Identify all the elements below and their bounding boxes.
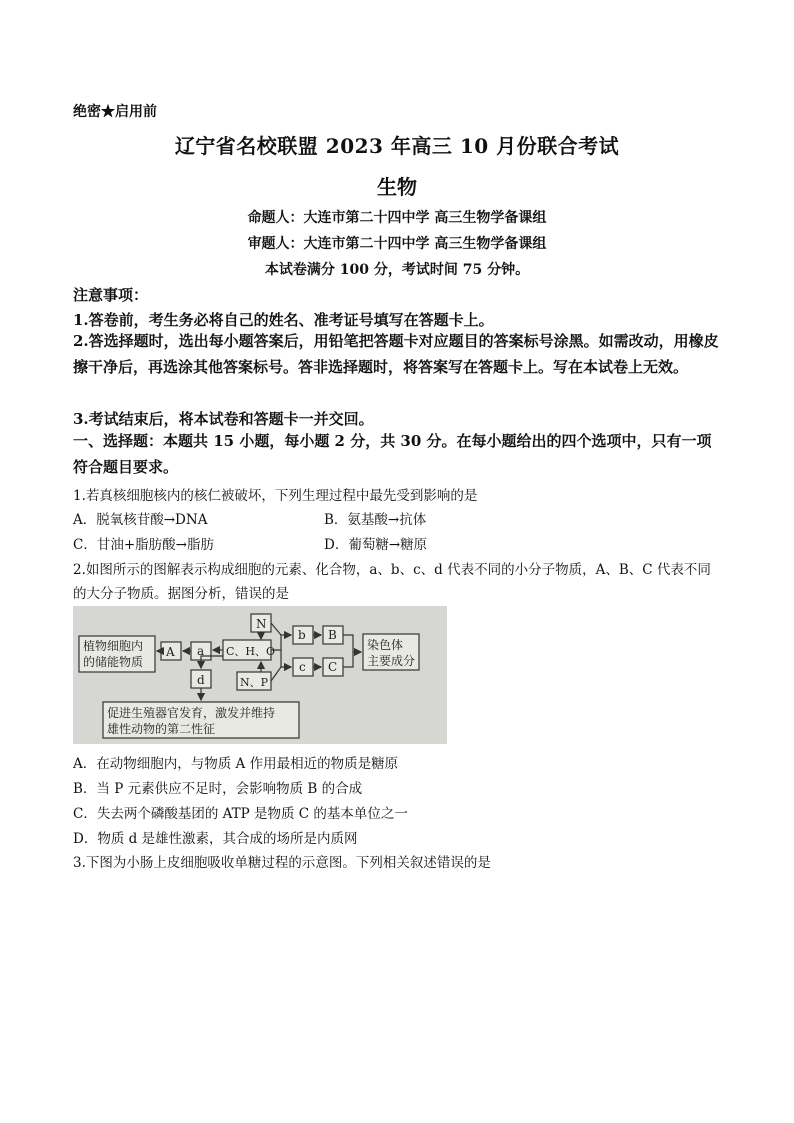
q2-stem-line-1: 2.如图所示的图解表示构成细胞的元素、化合物，a、b、c、d 代表不同的小分子物质，A、B、C 代表不同 bbox=[73, 562, 711, 578]
q3-stem: 3.下图为小肠上皮细胞吸收单糖过程的示意图。下列相关叙述错误的是 bbox=[73, 855, 491, 871]
confidential-label: 绝密★启用前 bbox=[73, 104, 157, 120]
q2-diagram bbox=[73, 606, 447, 744]
exam-info: 本试卷满分 100 分，考试时间 75 分钟。 bbox=[264, 262, 530, 278]
label-B: B bbox=[328, 628, 337, 642]
author-line: 命题人：大连市第二十四中学 高三生物学备课组 bbox=[247, 210, 547, 226]
notice-item-3: 3.考试结束后，将本试卷和答题卡一并交回。 bbox=[73, 410, 374, 428]
label-A: A bbox=[166, 645, 175, 659]
notice-item-1: 1.答卷前，考生务必将自己的姓名、准考证号填写在答题卡上。 bbox=[73, 311, 494, 329]
q1-option-a: A．脱氧核苷酸→DNA bbox=[73, 512, 208, 528]
subject-title: 生物 bbox=[377, 175, 417, 199]
reviewer-line: 审题人：大连市第二十四中学 高三生物学备课组 bbox=[247, 236, 547, 252]
label-CHO: C、H、O bbox=[226, 645, 276, 658]
q1-option-c: C．甘油+脂肪酸→脂肪 bbox=[73, 537, 214, 553]
label-a: a bbox=[197, 644, 205, 658]
label-c: c bbox=[299, 660, 306, 674]
storage-label-2: 的储能物质 bbox=[83, 655, 144, 669]
storage-label-1: 植物细胞内 bbox=[83, 639, 144, 653]
notice-heading: 注意事项： bbox=[73, 286, 149, 304]
q2-stem-line-2: 的大分子物质。据图分析，错误的是 bbox=[73, 586, 289, 602]
function-label-1: 促进生殖器官发育，激发并维持 bbox=[107, 706, 276, 720]
exam-title: 辽宁省名校联盟 2023 年高三 10 月份联合考试 bbox=[174, 134, 620, 158]
label-C: C bbox=[328, 660, 338, 674]
label-NP: N、P bbox=[240, 676, 269, 689]
q1-stem: 1.若真核细胞核内的核仁被破坏，下列生理过程中最先受到影响的是 bbox=[73, 488, 478, 504]
label-d: d bbox=[197, 673, 205, 687]
function-label-2: 雄性动物的第二性征 bbox=[107, 722, 216, 736]
q1-option-b: B．氨基酸→抗体 bbox=[324, 512, 427, 528]
chromosome-label-1: 染色体 bbox=[367, 638, 404, 652]
section-1-heading: 一、选择题：本题共 15 小题，每小题 2 分，共 30 分。在每小题给出的四个选项中，只有一项符合题目要求。 bbox=[73, 432, 712, 476]
q2-option-a: A．在动物细胞内，与物质 A 作用最相近的物质是糖原 bbox=[73, 756, 399, 772]
q2-option-d: D．物质 d 是雄性激素，其合成的场所是内质网 bbox=[73, 831, 358, 847]
notice-item-2: 2.答选择题时，选出每小题答案后，用铅笔把答题卡对应题目的答案标号涂黑。如需改动，用橡皮擦干净后，再选涂其他答案标号。答非选择题时，将答案写在答题卡上。写在本试卷上无效。 bbox=[73, 332, 719, 376]
q2-option-b: B．当 P 元素供应不足时，会影响物质 B 的合成 bbox=[73, 781, 363, 797]
label-b: b bbox=[298, 628, 306, 642]
chromosome-label-2: 主要成分 bbox=[367, 654, 416, 668]
q2-option-c: C．失去两个磷酸基团的 ATP 是物质 C 的基本单位之一 bbox=[73, 806, 408, 822]
q1-option-d: D．葡萄糖→糖原 bbox=[324, 537, 428, 553]
label-N: N bbox=[256, 617, 267, 631]
